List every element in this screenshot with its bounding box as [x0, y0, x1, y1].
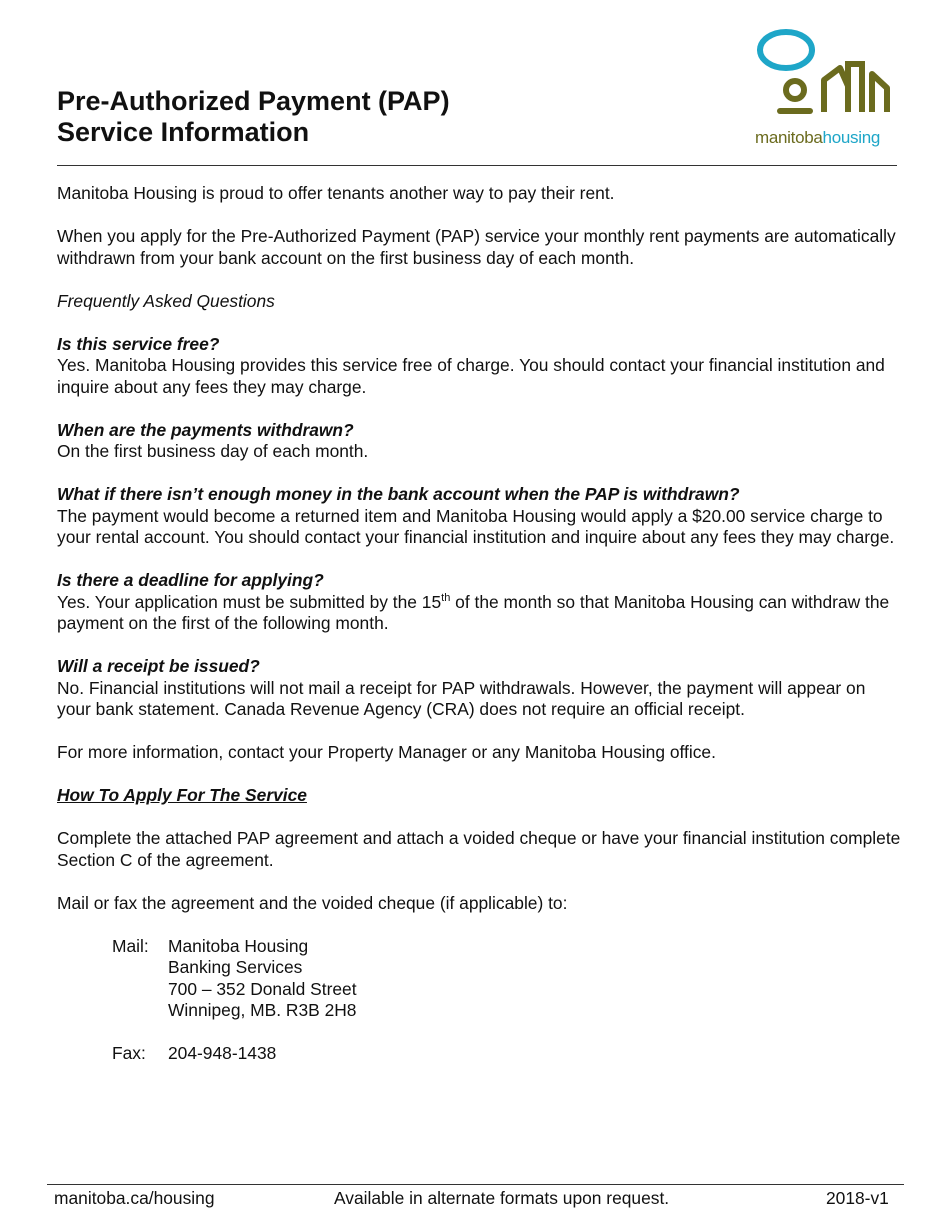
- mail-intro-paragraph: Mail or fax the agreement and the voided cheque (if applicable) to:: [57, 892, 568, 913]
- page-title: [57, 86, 450, 148]
- mail-address-lines: [168, 936, 357, 1022]
- fax-label: Fax:: [112, 1043, 146, 1063]
- document-body: [57, 183, 902, 1065]
- logo-wordmark: [740, 128, 895, 148]
- faq-answer-free: Yes. Manitoba Housing provides this service free of charge. You should contact your financial institution and inquire about any fees they may charge.: [57, 355, 885, 397]
- header-divider: [57, 165, 897, 166]
- address-line: 700 – 352 Donald Street: [168, 978, 357, 999]
- footer: [0, 1188, 950, 1212]
- fax-number: 204-948-1438: [168, 1043, 277, 1063]
- address-line: Manitoba Housing: [168, 935, 309, 956]
- faq-answer-deadline: Yes. Your application must be submitted by the 15th of the month so that Manitoba Housing can withdraw the payment on the first of the following month.: [57, 591, 890, 633]
- manitoba-housing-logo: [740, 28, 895, 153]
- faq-answer-withdrawn: On the first business day of each month.: [57, 441, 369, 461]
- faq-question-free: Is this service free?: [57, 333, 220, 354]
- description-paragraph: When you apply for the Pre-Authorized Payment (PAP) service your monthly rent payments are automatically withdrawn from your bank account on the first business day of each month.: [57, 226, 896, 268]
- housing-logo-icon: [740, 28, 895, 128]
- footer-version: 2018-v1: [826, 1188, 889, 1208]
- faq-heading: Frequently Asked Questions: [57, 290, 275, 311]
- faq-question-deadline: Is there a deadline for applying?: [57, 570, 324, 590]
- mail-address-block: [112, 936, 902, 1022]
- intro-paragraph: Manitoba Housing is proud to offer tenants another way to pay their rent.: [57, 183, 615, 203]
- mail-label: Mail:: [112, 935, 149, 956]
- faq-question-withdrawn: When are the payments withdrawn?: [57, 419, 354, 440]
- footer-divider: [47, 1184, 904, 1185]
- logo-word-manitoba: manitoba: [755, 128, 823, 147]
- title-line-1: Pre-Authorized Payment (PAP): [57, 86, 450, 116]
- title-line-2: Service Information: [57, 117, 310, 147]
- address-line: Winnipeg, MB. R3B 2H8: [168, 1000, 357, 1020]
- address-line: Banking Services: [168, 957, 303, 977]
- footer-website: manitoba.ca/housing: [54, 1188, 215, 1208]
- more-info-paragraph: For more information, contact your Property Manager or any Manitoba Housing office.: [57, 742, 716, 762]
- apply-heading: How To Apply For The Service: [57, 785, 307, 805]
- footer-note: Available in alternate formats upon request.: [334, 1188, 670, 1208]
- faq-question-receipt: Will a receipt be issued?: [57, 656, 260, 676]
- faq-question-insufficient-funds: What if there isn’t enough money in the bank account when the PAP is withdrawn?: [57, 484, 740, 504]
- faq-answer-insufficient-funds: The payment would become a returned item and Manitoba Housing would apply a $20.00 service charge to your rental account. You should contact your financial institution and inquire about any fees they may charge.: [57, 505, 895, 547]
- faq-answer-receipt: No. Financial institutions will not mail a receipt for PAP withdrawals. However, the payment will appear on your bank statement. Canada Revenue Agency (CRA) does not require an official receipt.: [57, 677, 866, 719]
- apply-paragraph: Complete the attached PAP agreement and attach a voided cheque or have your financial institution complete Section C of the agreement.: [57, 828, 901, 870]
- fax-block: [112, 1043, 902, 1065]
- logo-word-housing: housing: [822, 128, 880, 147]
